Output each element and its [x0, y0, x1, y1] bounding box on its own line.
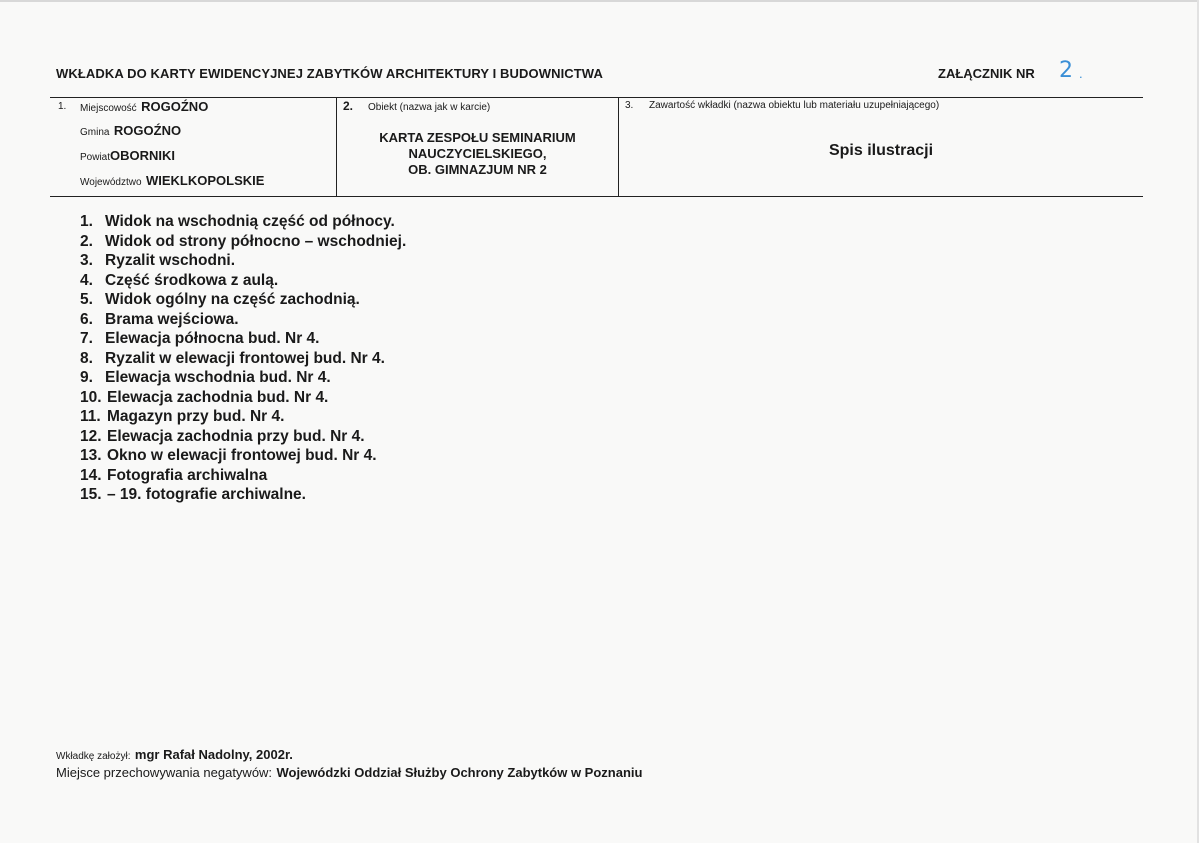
- list-item: [80, 232, 406, 252]
- object-value: [337, 130, 618, 178]
- annex-label: ZAŁĄCZNIK NR: [938, 66, 1035, 81]
- list-item-number: 8.: [80, 349, 93, 367]
- author-line: [56, 746, 293, 764]
- list-item-number: 3.: [80, 252, 93, 269]
- list-item: [80, 427, 406, 447]
- scan-edge: [0, 0, 1199, 2]
- list-item-number: 14.: [80, 466, 102, 484]
- list-item-text: Ryzalit w elewacji frontowej bud. Nr 4.: [105, 349, 385, 367]
- contents-label: Zawartość wkładki (nazwa obiektu lub materiału uzupełniającego): [649, 100, 940, 111]
- location-row: [80, 98, 208, 116]
- list-item-number: 5.: [80, 291, 93, 308]
- list-item-number: 4.: [80, 271, 93, 289]
- list-item: [80, 407, 406, 427]
- list-item: [80, 368, 406, 388]
- list-item-number: 2.: [80, 232, 93, 250]
- list-item: [80, 485, 406, 505]
- storage-label: Miejsce przechowywania negatywów:: [56, 765, 273, 780]
- object-label: Obiekt (nazwa jak w karcie): [368, 102, 491, 113]
- object-value-line: KARTA ZESPOŁU SEMINARIUM: [379, 130, 576, 145]
- storage-value: Wojewódzki Oddział Służby Ochrony Zabytków w Poznaniu: [276, 765, 643, 780]
- list-item-text: Widok od strony północno – wschodniej.: [105, 232, 407, 250]
- list-item-number: 11.: [80, 408, 101, 425]
- voivodeship-row: [80, 172, 264, 190]
- gmina-row: [80, 122, 181, 140]
- list-item-text: Część środkowa z aulą.: [105, 271, 279, 289]
- author-value: mgr Rafał Nadolny, 2002r.: [134, 747, 293, 762]
- section-2-number: 2.: [343, 99, 354, 113]
- list-item-number: 10.: [80, 388, 102, 406]
- list-item-text: Okno w elewacji frontowej bud. Nr 4.: [107, 447, 377, 464]
- list-item: [80, 290, 406, 310]
- list-item: [80, 310, 406, 330]
- voivodeship-value: WIEKLKOPOLSKIE: [145, 173, 265, 188]
- annex-number-handwritten: 2: [1059, 58, 1073, 83]
- object-value-line: OB. GIMNAZJUM NR 2: [408, 162, 547, 177]
- object-value-line: NAUCZYCIELSKIEGO,: [408, 146, 547, 161]
- section-1-number: 1.: [58, 101, 67, 112]
- list-item-number: 6.: [80, 310, 93, 328]
- list-item-text: Widok ogólny na część zachodnią.: [105, 291, 360, 308]
- list-item-number: 1.: [80, 213, 93, 230]
- list-item: [80, 271, 406, 291]
- list-item: [80, 466, 406, 486]
- list-item: [80, 251, 406, 271]
- gmina-value: ROGOŹNO: [113, 123, 182, 138]
- table-bottom-rule: [50, 196, 1143, 197]
- powiat-row: [80, 147, 175, 165]
- list-item-text: Magazyn przy bud. Nr 4.: [107, 408, 285, 425]
- storage-line: [56, 764, 642, 782]
- list-item: [80, 446, 406, 466]
- list-item-text: Fotografia archiwalna: [107, 466, 268, 484]
- illustration-list: [80, 212, 406, 505]
- list-item-text: Elewacja wschodnia bud. Nr 4.: [105, 369, 331, 386]
- location-label: Miejscowość: [80, 103, 137, 114]
- list-item: [80, 349, 406, 369]
- list-item-text: Elewacja zachodnia bud. Nr 4.: [107, 388, 329, 406]
- list-item-number: 15.: [80, 486, 102, 503]
- list-item-number: 12.: [80, 427, 102, 445]
- powiat-value: OBORNIKI: [110, 148, 176, 163]
- list-item-text: Elewacja północna bud. Nr 4.: [105, 330, 320, 347]
- gmina-label: Gmina: [80, 127, 110, 138]
- annex-number-dot: .: [1079, 66, 1083, 81]
- list-item: [80, 212, 406, 232]
- list-item: [80, 388, 406, 408]
- list-item-text: Brama wejściowa.: [105, 310, 239, 328]
- list-item: [80, 329, 406, 349]
- document-title: WKŁADKA DO KARTY EWIDENCYJNEJ ZABYTKÓW ARCHITEKTURY I BUDOWNICTWA: [56, 66, 603, 81]
- voivodeship-label: Województwo: [80, 177, 142, 188]
- list-item-number: 9.: [80, 369, 93, 386]
- list-item-number: 7.: [80, 330, 93, 347]
- location-value: ROGOŹNO: [141, 99, 209, 114]
- list-item-text: Elewacja zachodnia przy bud. Nr 4.: [107, 427, 365, 445]
- contents-value: Spis ilustracji: [828, 142, 934, 159]
- list-item-text: Widok na wschodnią część od północy.: [105, 213, 395, 230]
- table-top-rule: [50, 97, 1143, 98]
- section-3-number: 3.: [625, 100, 634, 111]
- list-item-text: – 19. fotografie archiwalne.: [107, 486, 306, 503]
- author-label: Wkładkę założył:: [56, 751, 131, 762]
- powiat-label: Powiat: [80, 152, 111, 163]
- list-item-text: Ryzalit wschodni.: [105, 252, 236, 269]
- list-item-number: 13.: [80, 447, 102, 464]
